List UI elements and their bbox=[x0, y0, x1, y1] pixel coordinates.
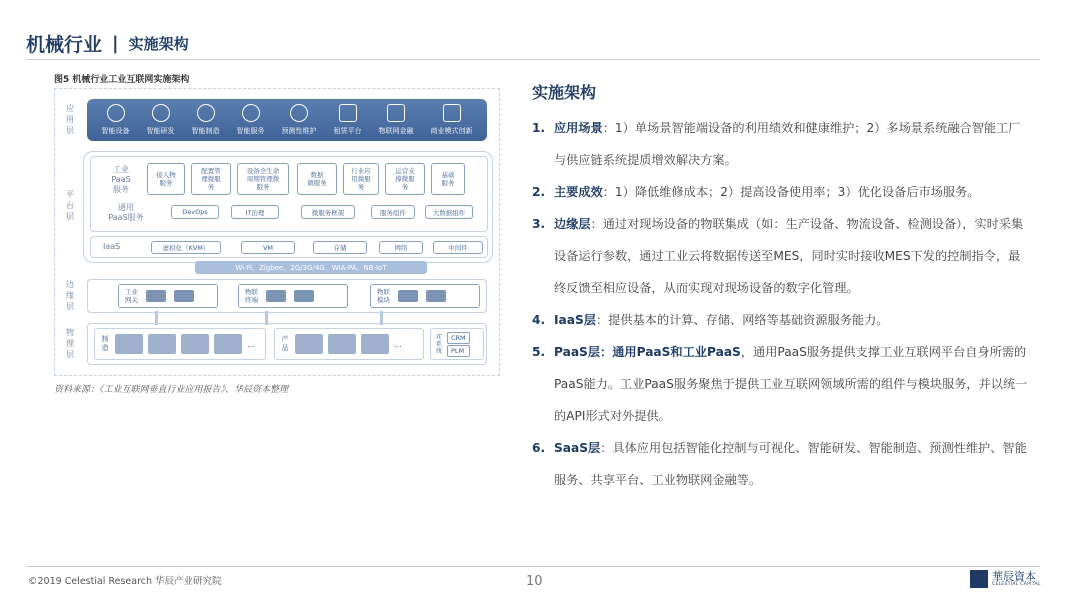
product-group bbox=[274, 328, 424, 360]
it-system-group bbox=[430, 328, 484, 360]
general-paas-label: 通用 PaaS服务 bbox=[108, 203, 144, 222]
list-body bbox=[554, 176, 1032, 208]
app-item-label: 租赁平台 bbox=[333, 127, 362, 135]
iaas-item: VM bbox=[241, 241, 295, 254]
gear-icon bbox=[197, 104, 215, 122]
machine-icon bbox=[214, 334, 242, 354]
layer-char: 层 bbox=[66, 212, 74, 221]
loader-icon bbox=[328, 334, 356, 354]
platform-layer bbox=[83, 151, 493, 263]
list-key: 应用场景 bbox=[554, 121, 603, 135]
layer-char: 台 bbox=[66, 201, 74, 210]
logo-text: 華辰資本 bbox=[992, 570, 1036, 583]
brain-icon bbox=[152, 104, 170, 122]
architecture-diagram bbox=[54, 88, 500, 376]
edge-item-label: 工业 网关 bbox=[125, 288, 138, 304]
layer-char: 层 bbox=[66, 302, 74, 311]
connector-line bbox=[265, 311, 268, 325]
app-item-label: 商业模式创新 bbox=[430, 127, 473, 135]
list-item bbox=[532, 304, 1032, 336]
list-text: ：提供基本的计算、存储、网络等基础资源服务能力。 bbox=[595, 313, 889, 327]
list-item bbox=[532, 112, 1032, 176]
list-item bbox=[532, 176, 1032, 208]
list-number: 6. bbox=[532, 441, 546, 455]
company-logo bbox=[970, 570, 1041, 588]
chart-icon bbox=[387, 104, 405, 122]
list-number: 1. bbox=[532, 121, 546, 135]
layer-char: 缘 bbox=[66, 291, 74, 300]
it-tag: CRM bbox=[447, 332, 470, 344]
maintenance-icon bbox=[290, 104, 308, 122]
general-service: IT治理 bbox=[231, 205, 279, 219]
app-item-label: 物联网金融 bbox=[378, 127, 414, 135]
edge-item bbox=[370, 284, 480, 308]
machine-icon bbox=[181, 334, 209, 354]
machine-icon bbox=[148, 334, 176, 354]
list-key: SaaS层 bbox=[554, 441, 601, 455]
iaas-item: 存储 bbox=[313, 241, 367, 254]
app-item bbox=[282, 104, 317, 136]
manufacturing-group bbox=[94, 328, 266, 360]
excavator-icon bbox=[295, 334, 323, 354]
layer-label-physical bbox=[61, 327, 79, 360]
app-item-label: 智能研发 bbox=[146, 127, 175, 135]
list-item bbox=[532, 336, 1032, 432]
list-body bbox=[554, 336, 1032, 432]
module-icon bbox=[426, 290, 446, 302]
general-service: DevOps bbox=[171, 205, 219, 219]
network-protocols-bar: Wi-Fi、Zigbee、2G/3G/4G、WIA-PA、NB-IoT bbox=[195, 261, 427, 274]
ellipsis: … bbox=[247, 339, 255, 349]
list-text: ，通用PaaS服务提供支撑工业互联网平台自身所需的PaaS能力。工业PaaS服务聚焦于提供工业互联网领域所需的组件与模块服务，并以统一的API形式对外提供。 bbox=[554, 345, 1028, 423]
list-body bbox=[554, 208, 1032, 304]
product-label: 产 品 bbox=[281, 335, 289, 352]
figure-source: 资料来源：《工业互联网垂直行业应用报告》、华辰资本整理 bbox=[54, 385, 289, 395]
list-key: 边缘层 bbox=[554, 217, 591, 231]
list-key-secondary: ：通用PaaS和工业PaaS bbox=[600, 345, 741, 359]
list-number: 4. bbox=[532, 313, 546, 327]
connector-line bbox=[380, 311, 383, 325]
paas-service: 行业应 用微服 务 bbox=[343, 163, 379, 195]
list-text: ：具体应用包括智能化控制与可视化、智能研发、智能制造、预测性维护、智能服务、共享平台、工业物联网金融等。 bbox=[554, 441, 1027, 487]
ellipsis: … bbox=[394, 339, 402, 349]
list-number: 2. bbox=[532, 185, 546, 199]
app-item bbox=[431, 104, 473, 136]
page-header bbox=[26, 28, 189, 58]
paas-service: 运营支 撑微服 务 bbox=[385, 163, 425, 195]
logo-subtext: CELESTIAL CAPITAL bbox=[992, 582, 1041, 587]
layer-label-edge bbox=[61, 279, 79, 312]
iaas-item: 网络 bbox=[379, 241, 423, 254]
list-body bbox=[554, 304, 1032, 336]
gateway-icon bbox=[174, 290, 194, 302]
app-item bbox=[237, 104, 265, 136]
gateway-icon bbox=[146, 290, 166, 302]
paas-service: 数据 微服务 bbox=[297, 163, 337, 195]
list-key: IaaS层 bbox=[554, 313, 596, 327]
general-service: 大数据组件 bbox=[425, 205, 473, 219]
title-separator: | bbox=[112, 32, 119, 54]
layer-char: 层 bbox=[66, 126, 74, 135]
general-service: 服务组件 bbox=[371, 205, 415, 219]
building-icon bbox=[443, 104, 461, 122]
layer-label-platform bbox=[61, 189, 79, 222]
app-item-label: 智能设备 bbox=[101, 127, 130, 135]
header-divider bbox=[26, 59, 1040, 60]
list-text: ：1）降低维修成本；2）提高设备使用率；3）优化设备后市场服务。 bbox=[602, 185, 980, 199]
paas-service: 接入物 服务 bbox=[147, 163, 185, 195]
iaas-item: 虚拟化（KVM） bbox=[151, 241, 221, 254]
paas-service: 设备全生命 周期管理微 服务 bbox=[237, 163, 289, 195]
content-title: 实施架构 bbox=[532, 83, 597, 102]
list-item bbox=[532, 432, 1032, 496]
industry-title: 机械行业 bbox=[26, 33, 103, 56]
footer-divider bbox=[26, 566, 1040, 567]
iaas-label: IaaS bbox=[103, 242, 121, 251]
physical-layer bbox=[87, 323, 487, 365]
list-text: ：通过对现场设备的物联集成（如：生产设备、物流设备、检测设备），实时采集设备运行参数，通过工业云将数据传送至MES，同时实时接收MES下发的控制指令，最终反馈至相应设备，从而实现对现场设备的数字化管理。 bbox=[554, 217, 1024, 295]
list-body bbox=[554, 112, 1032, 176]
app-item bbox=[102, 104, 130, 136]
section-title: 实施架构 bbox=[128, 34, 189, 53]
general-service: 微服务框架 bbox=[301, 205, 355, 219]
machine-icon bbox=[115, 334, 143, 354]
edge-item bbox=[238, 284, 348, 308]
app-item bbox=[147, 104, 175, 136]
edge-layer bbox=[87, 279, 487, 313]
list-number: 5. bbox=[532, 345, 546, 359]
edge-item bbox=[118, 284, 218, 308]
app-item-label: 预测性维护 bbox=[281, 127, 317, 135]
edge-item-label: 物联 模块 bbox=[377, 288, 390, 304]
app-item bbox=[334, 104, 362, 136]
list-number: 3. bbox=[532, 217, 546, 231]
connector-line bbox=[155, 311, 158, 325]
layer-char: 用 bbox=[66, 115, 74, 124]
edge-item-label: 物联 终端 bbox=[245, 288, 258, 304]
paas-service: 配置管 理微服 务 bbox=[191, 163, 231, 195]
globe-icon bbox=[107, 104, 125, 122]
paas-box bbox=[90, 156, 488, 232]
terminal-icon bbox=[294, 290, 314, 302]
list-key: 主要成效 bbox=[554, 185, 603, 199]
figure-title: 图5 机械行业工业互联网实施架构 bbox=[54, 75, 190, 85]
iaas-box bbox=[90, 236, 488, 258]
logo-mark-icon bbox=[970, 570, 988, 588]
layer-char: 物 bbox=[66, 328, 74, 337]
list-body bbox=[554, 432, 1032, 496]
layer-char: 层 bbox=[66, 350, 74, 359]
page-number: 10 bbox=[526, 574, 543, 589]
layer-char: 边 bbox=[66, 280, 74, 289]
app-item bbox=[192, 104, 220, 136]
iaas-item: 中间件 bbox=[433, 241, 483, 254]
list-text: ：1）单场景智能端设备的利用绩效和健康维护；2）多场景系统融合智能工厂与供应链系统提质增效解决方案。 bbox=[554, 121, 1021, 167]
truck-icon bbox=[361, 334, 389, 354]
layer-label-app bbox=[61, 103, 79, 136]
footer-copyright: ©2019 Celestial Research 华辰产业研究院 bbox=[28, 576, 222, 587]
paas-service: 基础 服务 bbox=[431, 163, 465, 195]
app-item-label: 智能服务 bbox=[236, 127, 265, 135]
list-key: PaaS层 bbox=[554, 345, 601, 359]
layer-char: 应 bbox=[66, 104, 74, 113]
machine-icon bbox=[339, 104, 357, 122]
module-icon bbox=[398, 290, 418, 302]
app-item-label: 智能制造 bbox=[191, 127, 220, 135]
industrial-paas-label: 工业 PaaS 服务 bbox=[111, 165, 131, 194]
layer-char: 平 bbox=[66, 190, 74, 199]
it-tag: PLM bbox=[447, 345, 470, 357]
content-list bbox=[532, 112, 1032, 496]
manufacturing-label: 制 造 bbox=[101, 335, 109, 352]
application-layer-bar bbox=[87, 99, 487, 141]
layer-char: 理 bbox=[66, 339, 74, 348]
app-item bbox=[379, 104, 414, 136]
service-icon bbox=[242, 104, 260, 122]
list-item bbox=[532, 208, 1032, 304]
terminal-icon bbox=[266, 290, 286, 302]
it-system-label: IT 系 统 bbox=[435, 333, 442, 355]
